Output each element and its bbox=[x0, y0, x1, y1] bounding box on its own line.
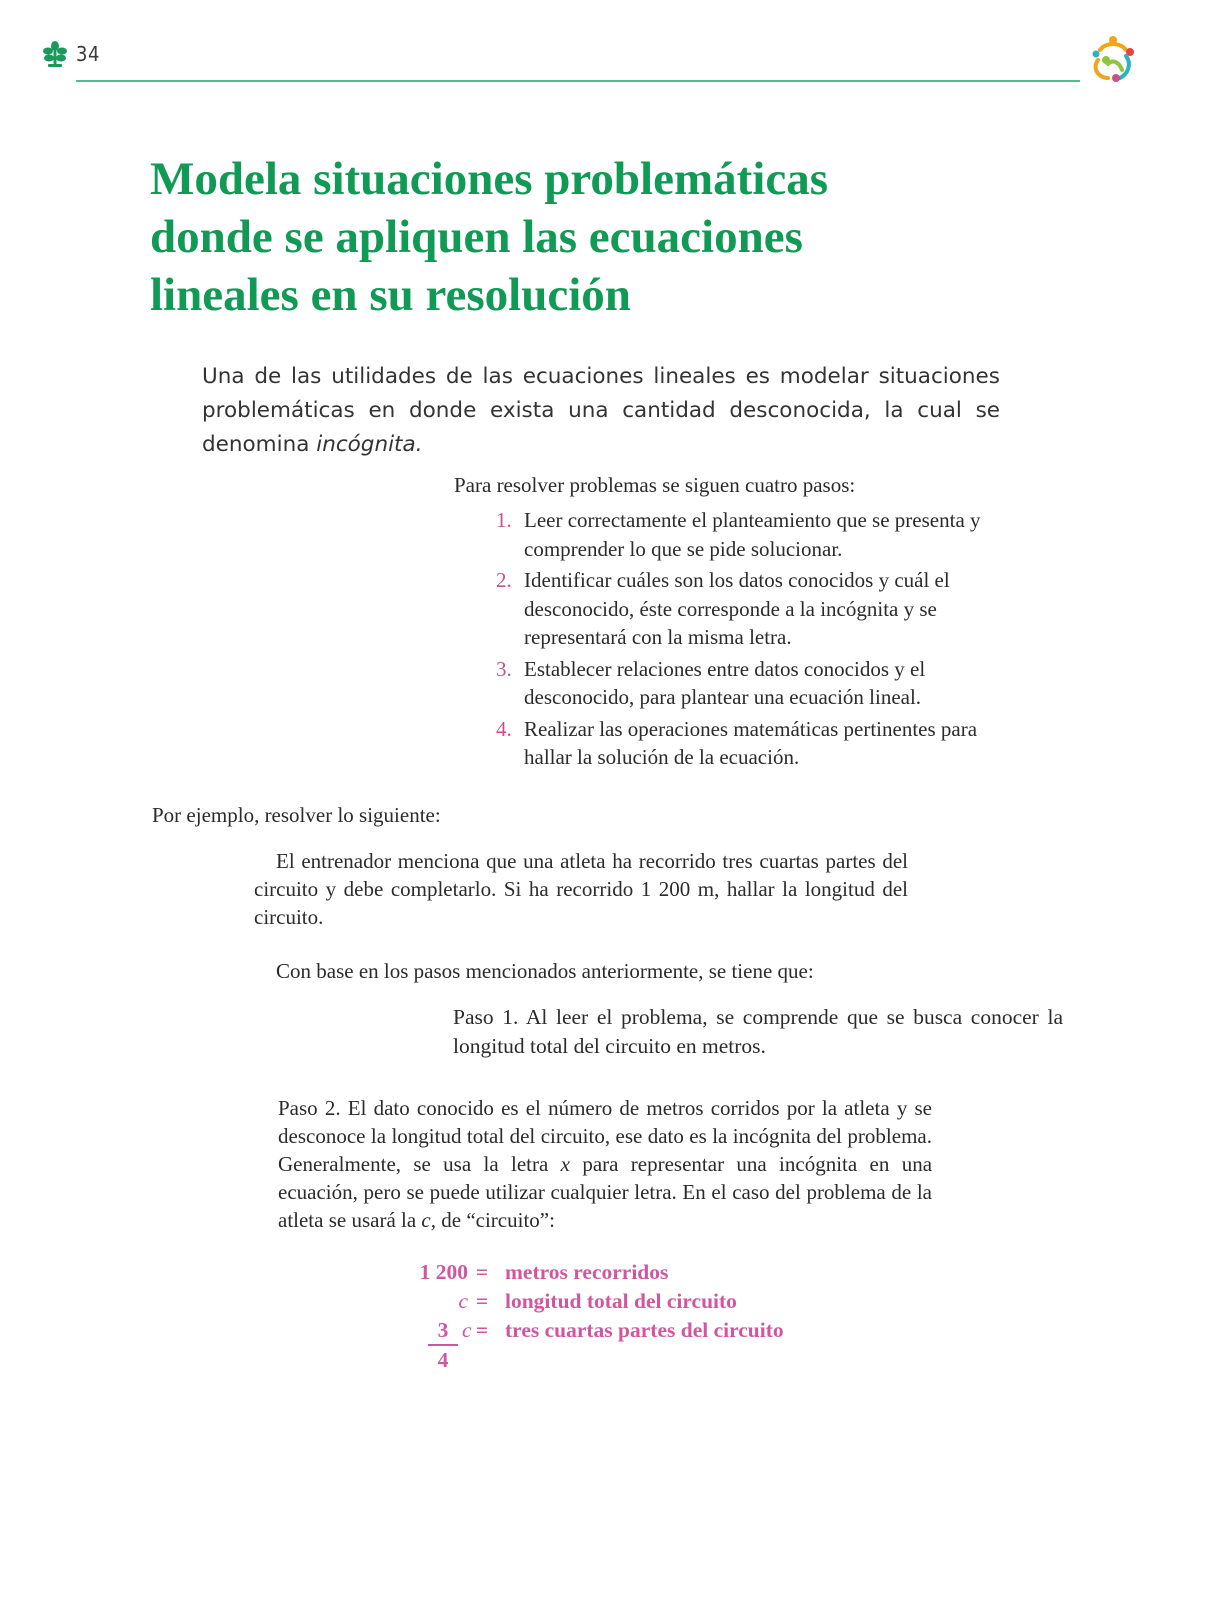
fraction-numerator: 3 bbox=[437, 1318, 449, 1342]
title-line-3: lineales en su resolución bbox=[150, 269, 631, 321]
paso-2-text-3: de “circuito”: bbox=[441, 1208, 555, 1232]
list-item bbox=[496, 655, 1016, 712]
example-lead: Por ejemplo, resolver lo siguiente: bbox=[152, 803, 441, 827]
step-number: 3. bbox=[496, 656, 512, 681]
title-line-2: donde se apliquen las ecuaciones bbox=[150, 211, 803, 263]
list-item bbox=[496, 566, 1016, 652]
problem-statement: El entrenador menciona que una atleta ha recorrido tres cuartas partes del circuito y debe completarlo. Si ha recorrido 1 200 m, hallar la longitud del circuito. bbox=[254, 849, 908, 929]
equation-1-rhs: metros recorridos bbox=[505, 1260, 669, 1284]
equation-2-rhs: longitud total del circuito bbox=[505, 1289, 737, 1313]
fraction-three-quarters bbox=[428, 1318, 458, 1372]
paso-1-paragraph: Paso 1. Al leer el problema, se comprende que se busca conocer la longitud total del circuito en metros. bbox=[453, 1005, 1063, 1058]
variable-c: c, bbox=[421, 1208, 436, 1232]
list-item bbox=[496, 715, 1016, 772]
title-line-1: Modela situaciones problemáticas bbox=[150, 153, 828, 205]
step-number: 1. bbox=[496, 508, 512, 532]
base-text: Con base en los pasos mencionados anteriormente, se tiene que: bbox=[276, 959, 814, 983]
header-divider bbox=[76, 80, 1080, 82]
equation-1-equals: = bbox=[475, 1260, 489, 1284]
paso-2-paragraph bbox=[278, 1094, 932, 1234]
step-number: 4. bbox=[496, 716, 512, 741]
steps-lead: Para resolver problemas se siguen cuatro pasos: bbox=[454, 473, 856, 497]
equation-3-equals: = bbox=[475, 1318, 489, 1342]
fraction-denominator: 4 bbox=[437, 1347, 449, 1372]
step-text: Establecer relaciones entre datos conocidos y el desconocido, para plantear una ecuación lineal. bbox=[524, 656, 926, 709]
paso-2-text-2: para representar una incógnita en una ecuación, pero se puede utilizar cualquier letra. En el caso del problema de la atleta se usará la bbox=[278, 1152, 933, 1232]
steps-list bbox=[496, 506, 1016, 775]
step-text: Realizar las operaciones matemáticas pertinentes para hallar la solución de la ecuación. bbox=[524, 716, 978, 769]
page-number: 34 bbox=[76, 42, 100, 66]
leaf-emblem-icon bbox=[42, 40, 68, 68]
intro-term: incógnita. bbox=[316, 432, 423, 457]
step-number: 2. bbox=[496, 568, 512, 592]
variable-x: x bbox=[560, 1152, 570, 1176]
equation-1-lhs: 1 200 bbox=[419, 1260, 468, 1284]
equation-3-lhs: c bbox=[462, 1318, 472, 1342]
fraction-bar bbox=[428, 1344, 458, 1346]
list-item bbox=[496, 506, 1016, 563]
intro-text: Una de las utilidades de las ecuaciones lineales es modelar situaciones problemáticas en donde exista una cantidad desconocida, la cual se denomina bbox=[202, 364, 1000, 457]
equation-2-lhs: c bbox=[458, 1289, 468, 1313]
people-circle-logo-icon bbox=[1086, 34, 1140, 84]
page-title bbox=[150, 150, 1050, 324]
equation-3-rhs: tres cuartas partes del circuito bbox=[505, 1318, 784, 1342]
step-text: Identificar cuáles son los datos conocidos y cuál el desconocido, éste corresponde a la incógnita y se representará con la misma letra. bbox=[524, 568, 950, 649]
intro-paragraph bbox=[202, 360, 1000, 462]
step-text: Leer correctamente el planteamiento que se presenta y comprender lo que se pide solucionar. bbox=[524, 508, 981, 561]
paso-2-text-1: Paso 2. El dato conocido es el número de metros corridos por la atleta y se desconoce la longitud total del circuito, ese dato es la incógnita del problema. Generalmente, se usa la letra bbox=[278, 1096, 932, 1176]
equation-2-equals: = bbox=[475, 1289, 489, 1313]
